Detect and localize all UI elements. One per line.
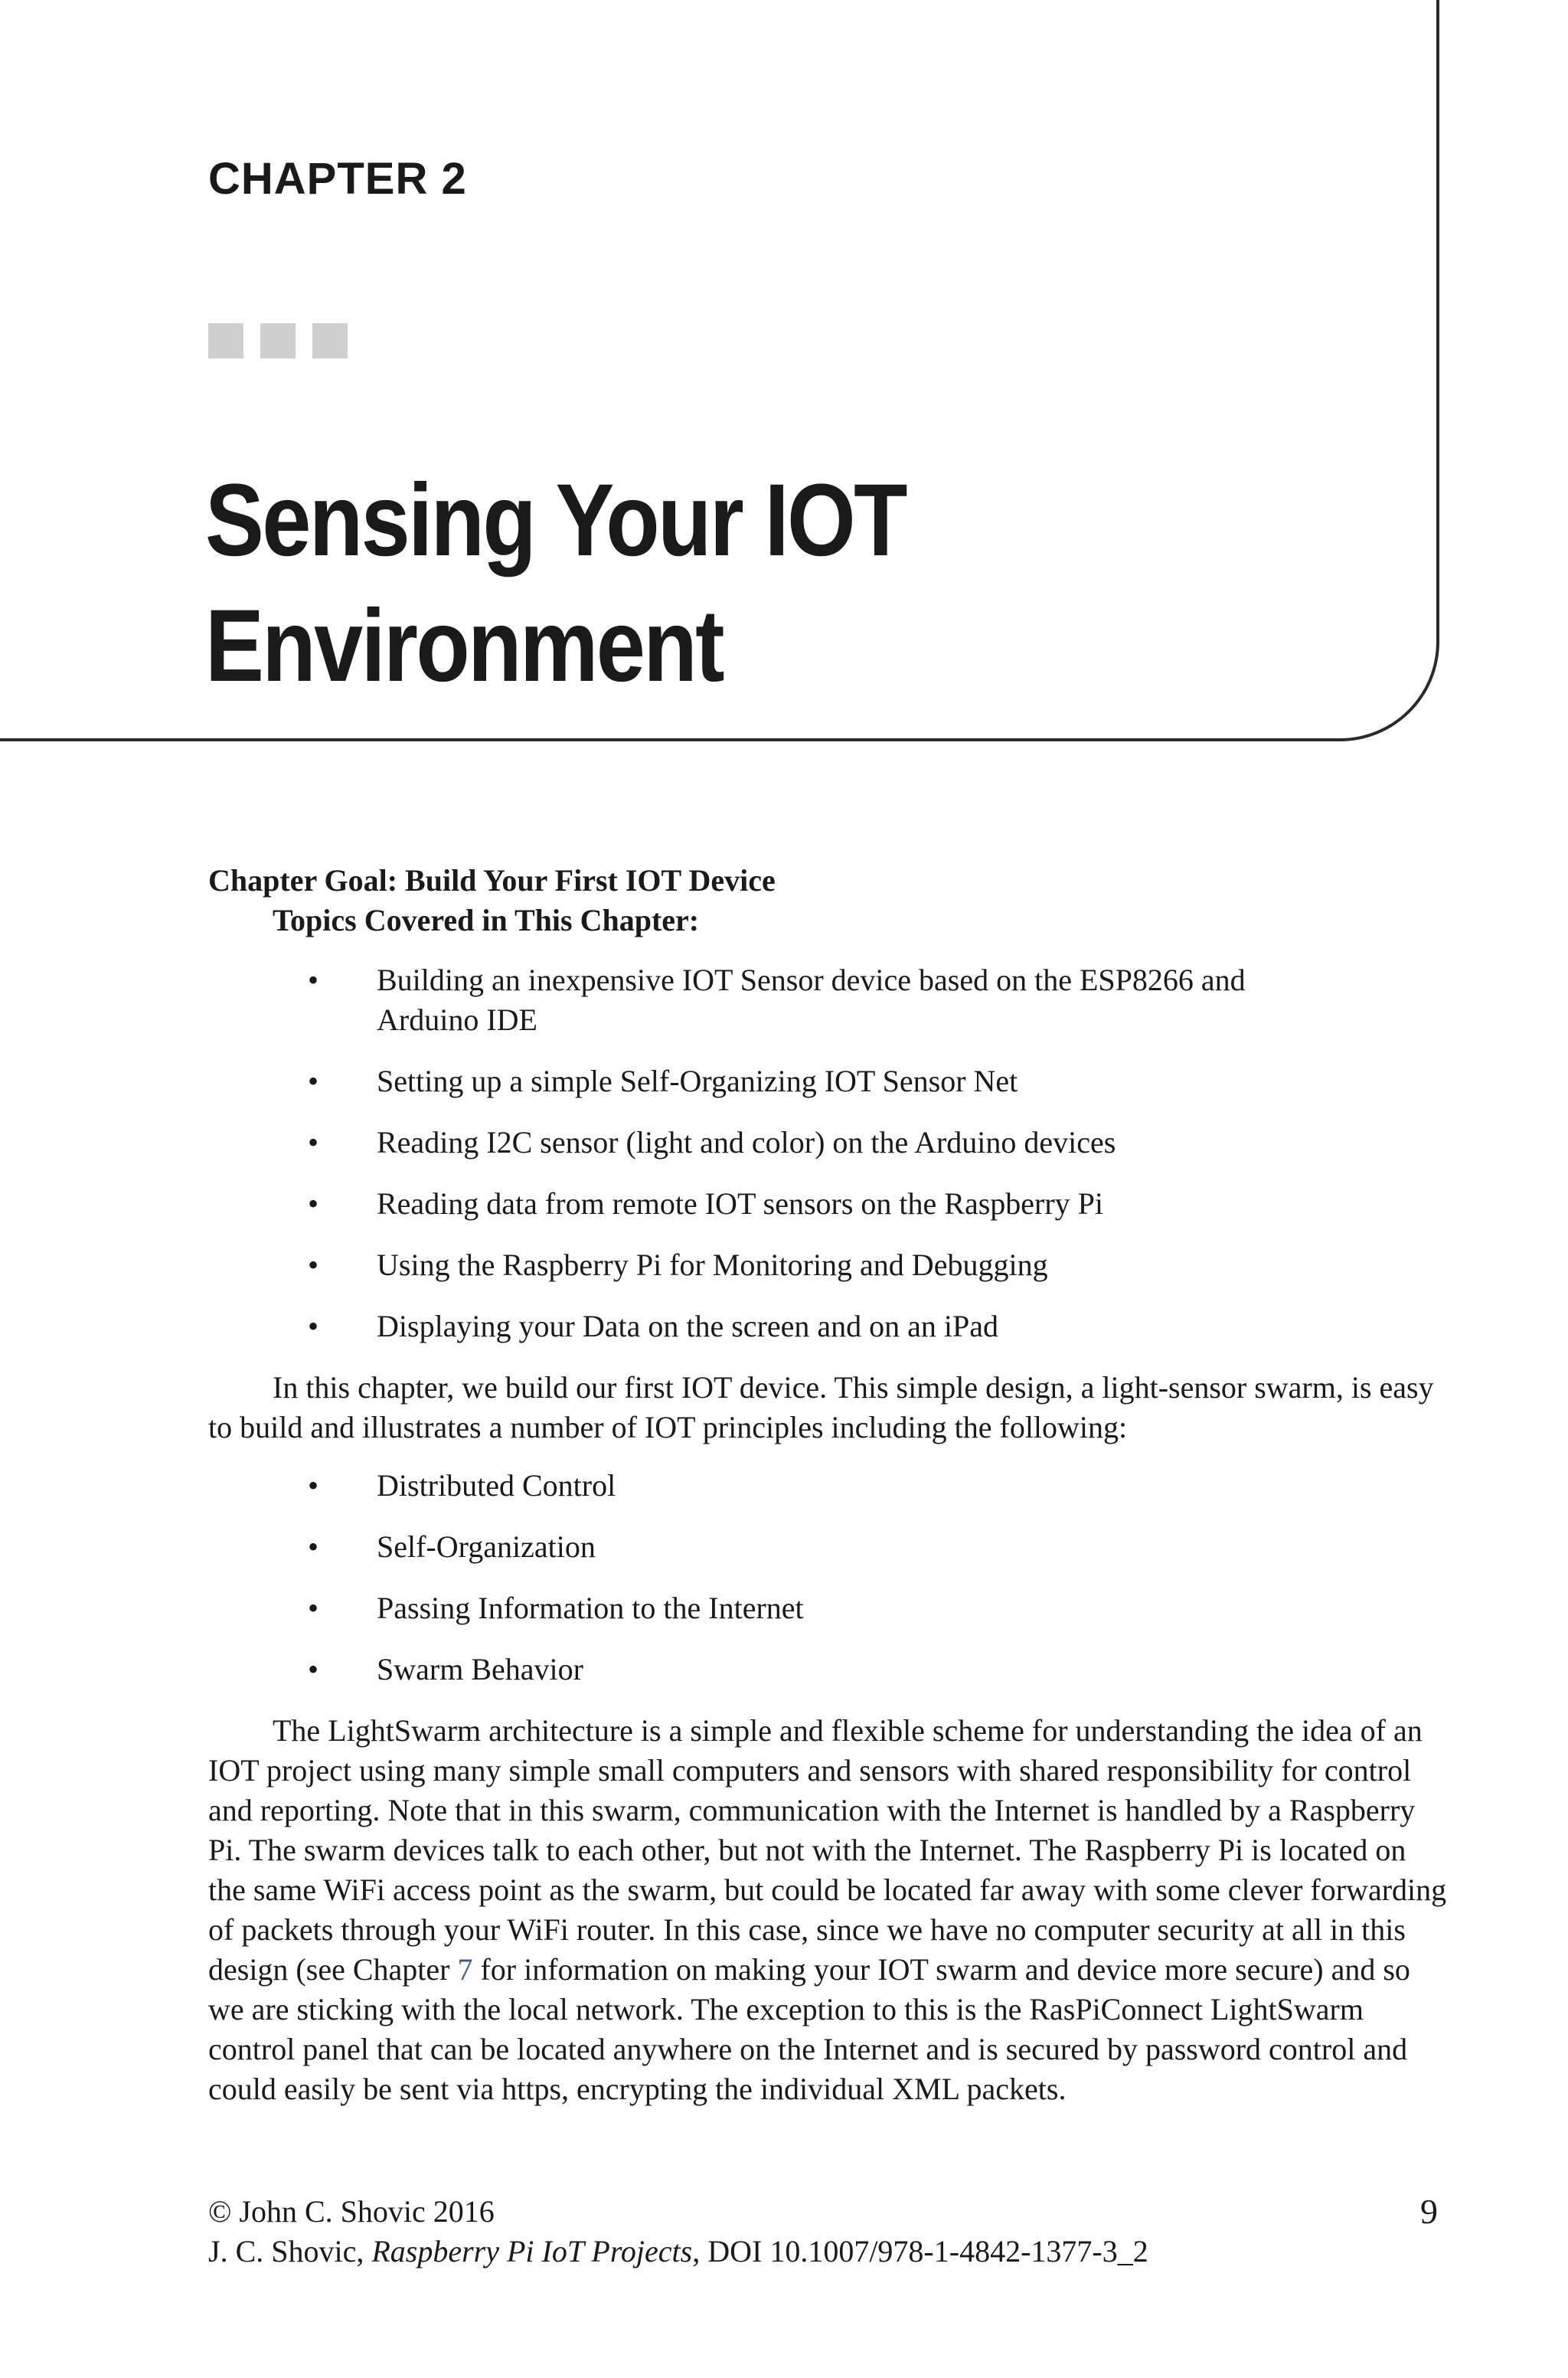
chapter-body <box>208 861 1449 2131</box>
chapter-title <box>205 458 906 709</box>
topics-heading: Topics Covered in This Chapter: <box>273 903 700 937</box>
chapter-title-line-2: Environment <box>205 589 723 703</box>
bullet-icon: • <box>308 1468 319 1503</box>
chapter-7-link[interactable]: 7 <box>457 1952 473 1987</box>
page-number: 9 <box>1420 2192 1438 2231</box>
list-item: • Reading I2C sensor (light and color) on the Arduino devices <box>208 1123 1449 1163</box>
list-item: • Swarm Behavior <box>208 1650 1449 1689</box>
page-footer <box>208 2192 1148 2272</box>
list-item: • Displaying your Data on the screen and on an iPad <box>208 1307 1449 1346</box>
topics-list <box>208 960 1449 1346</box>
list-item: • Building an inexpensive IOT Sensor device based on the ESP8266 and Arduino IDE <box>208 960 1449 1040</box>
citation: J. C. Shovic, Raspberry Pi IoT Projects, DOI 10.1007/978-1-4842-1377-3_2 <box>208 2234 1148 2268</box>
list-item: • Setting up a simple Self-Organizing IOT Sensor Net <box>208 1061 1449 1101</box>
bullet-icon: • <box>308 1529 319 1564</box>
list-item: • Self-Organization <box>208 1527 1449 1567</box>
bullet-icon: • <box>308 963 319 997</box>
bullet-icon: • <box>308 1309 319 1343</box>
decorative-squares <box>208 323 348 358</box>
intro-paragraph: In this chapter, we build our first IOT device. This simple design, a light-sensor swarm, is easy to build and illustrates a number of IOT principles including the following: <box>208 1370 1434 1444</box>
decorative-square <box>208 323 243 358</box>
decorative-square <box>260 323 296 358</box>
list-item: • Reading data from remote IOT sensors on the Raspberry Pi <box>208 1184 1449 1224</box>
body-paragraph: The LightSwarm architecture is a simple and flexible scheme for understanding the idea of an IOT project using many simple small computers and sensors with shared responsibility for control and reporting. Note that in this swarm, communication with the Internet is handled by a Raspberry Pi. The swarm devices talk to each other, but not with the Internet. The Raspberry Pi is located on the same WiFi access point as the swarm, but could be located far away with some clever forwarding of packets through your WiFi router. In this case, since we have no computer security at all in this design (see Chapter 7 for information on making your IOT swarm and device more secure) and so we are sticking with the local network. The exception to this is the RasPiConnect LightSwarm control panel that can be located anywhere on the Internet and is secured by password control and could easily be sent via https, encrypting the individual XML packets. <box>208 1713 1447 2106</box>
bullet-icon: • <box>308 1186 319 1221</box>
principles-list <box>208 1466 1449 1689</box>
list-item: • Passing Information to the Internet <box>208 1588 1449 1628</box>
chapter-label: CHAPTER 2 <box>208 154 467 204</box>
decorative-square <box>312 323 348 358</box>
list-item: • Distributed Control <box>208 1466 1449 1506</box>
bullet-icon: • <box>308 1248 319 1282</box>
chapter-title-line-1: Sensing Your IOT <box>205 463 906 577</box>
chapter-goal: Chapter Goal: Build Your First IOT Device <box>208 863 776 898</box>
book-title: Raspberry Pi IoT Projects <box>371 2234 693 2268</box>
bullet-icon: • <box>308 1064 319 1098</box>
list-item: • Using the Raspberry Pi for Monitoring and Debugging <box>208 1245 1449 1285</box>
bullet-icon: • <box>308 1125 319 1160</box>
bullet-icon: • <box>308 1652 319 1686</box>
bullet-icon: • <box>308 1591 319 1625</box>
copyright-notice: © John C. Shovic 2016 <box>208 2194 495 2229</box>
